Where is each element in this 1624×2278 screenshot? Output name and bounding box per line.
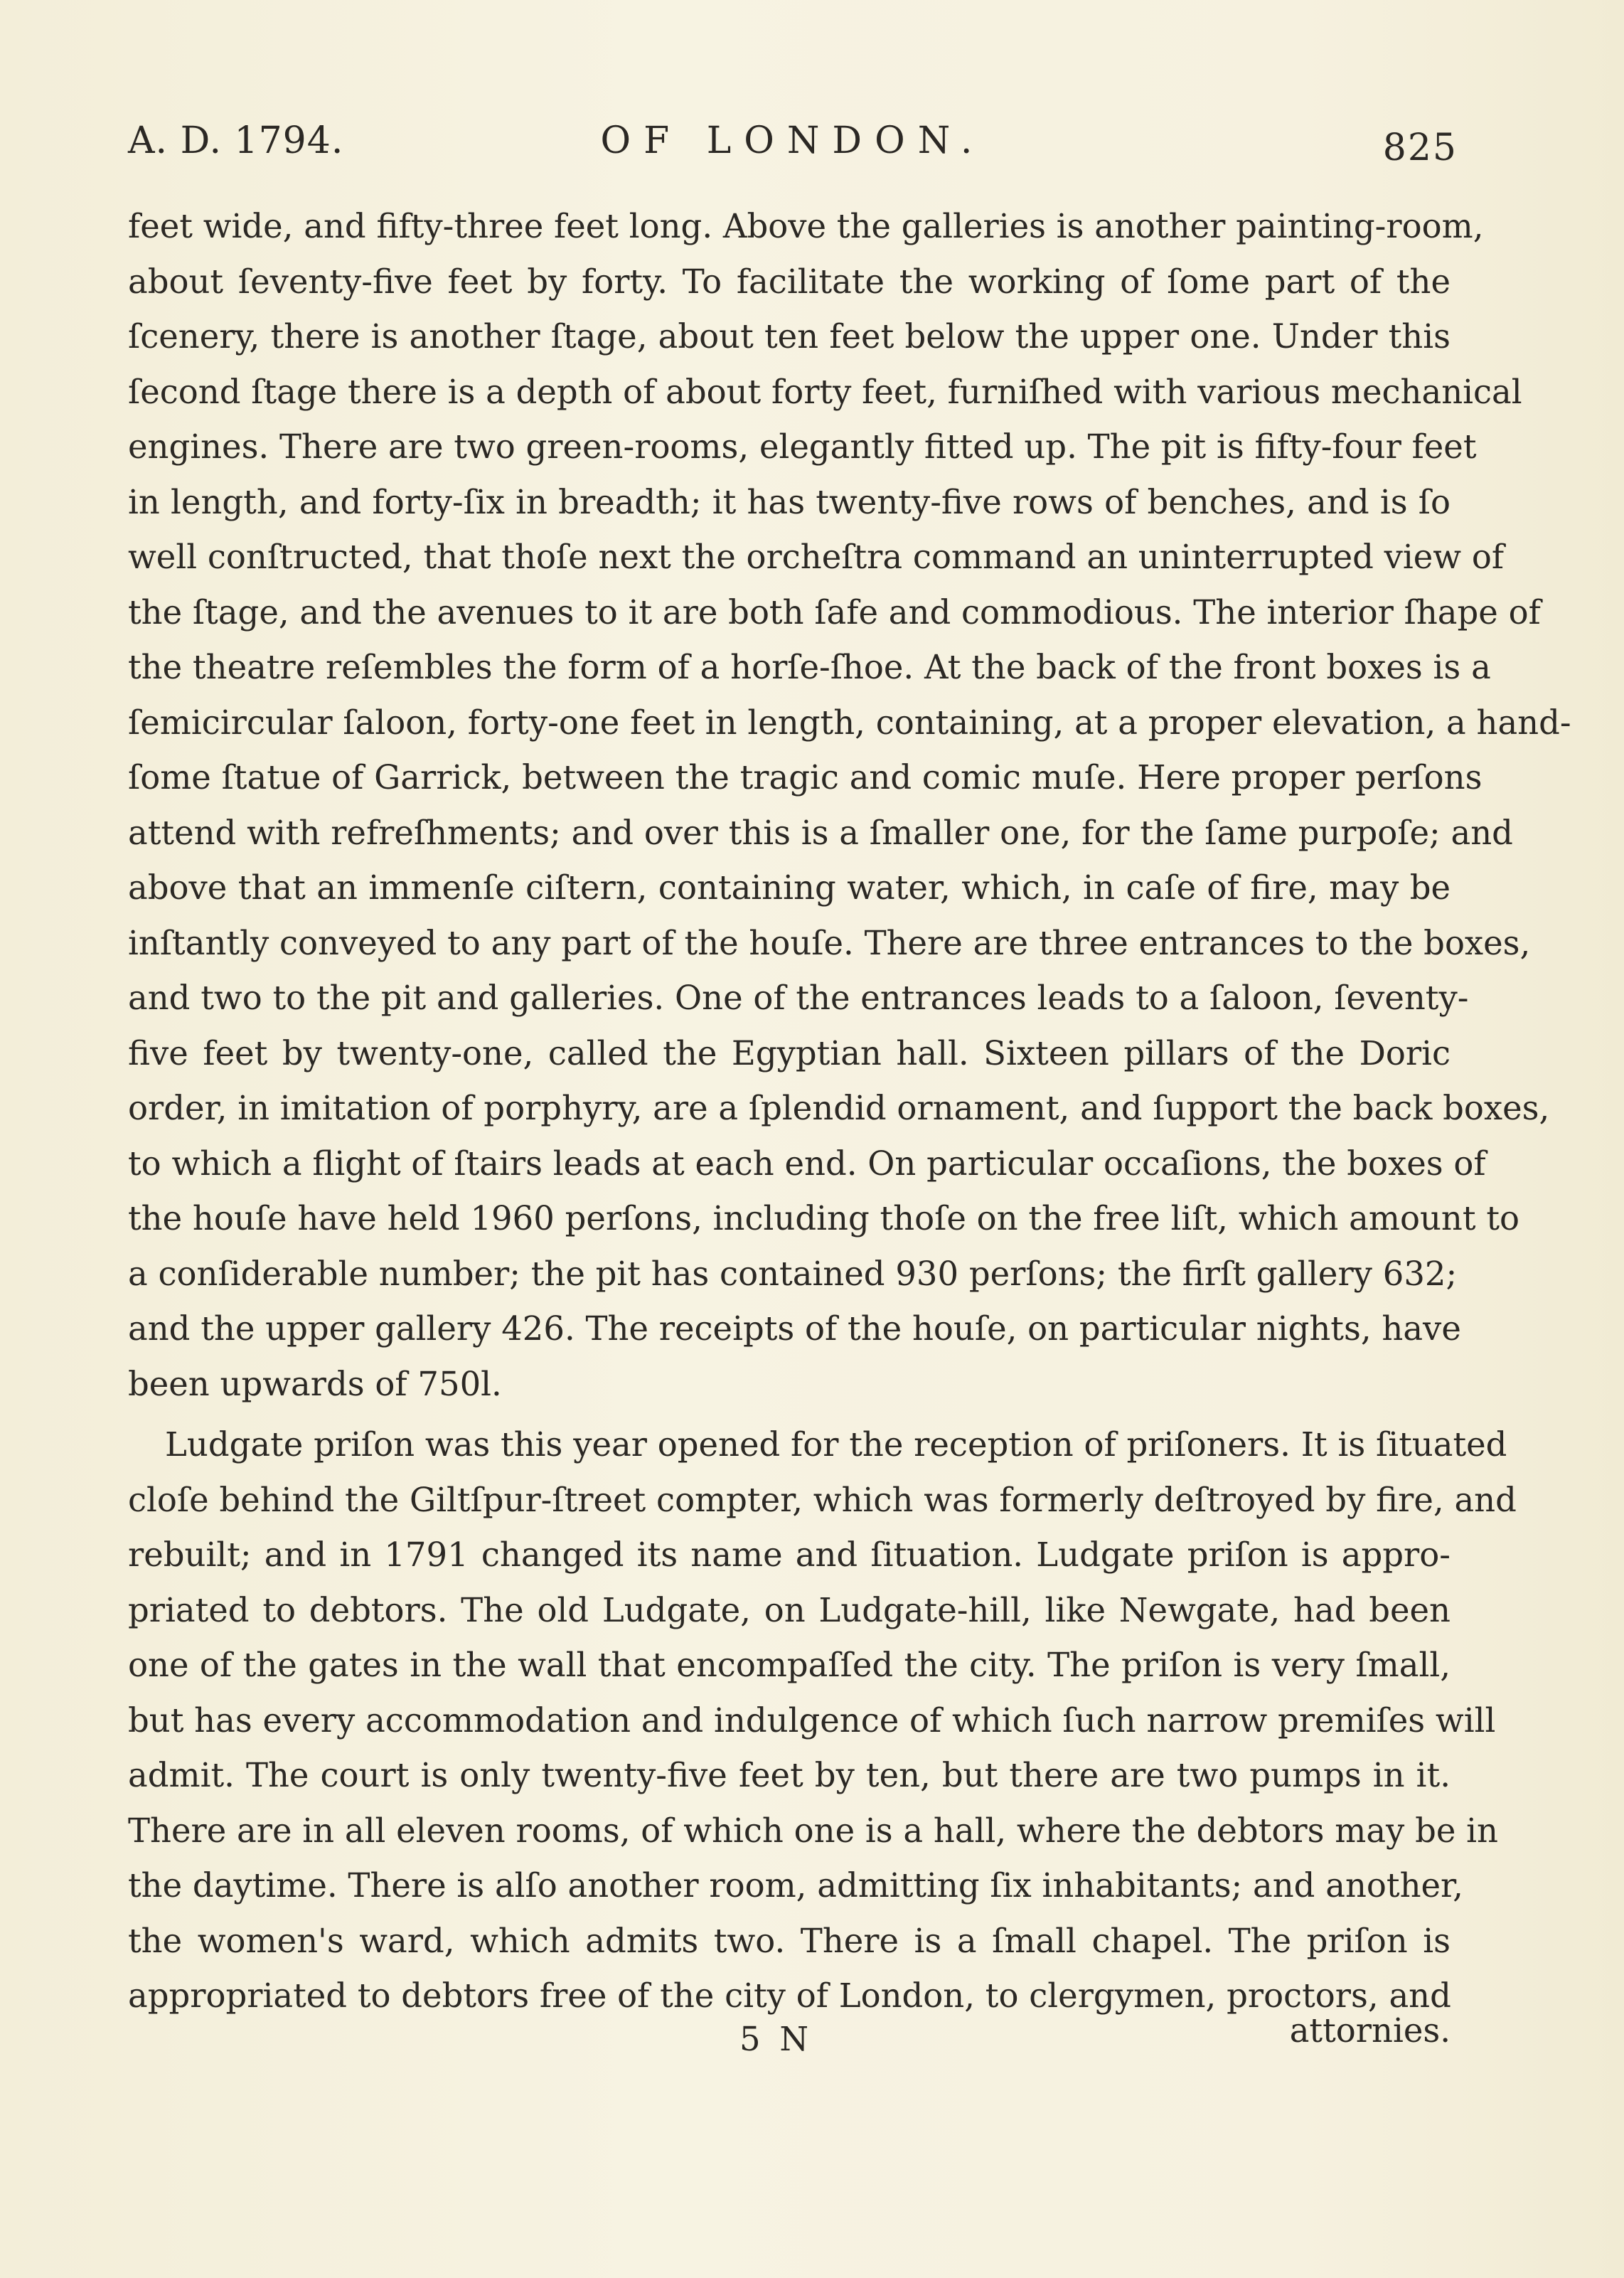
text-line: attend with refreſhments; and over this is a ſmaller one, for the ſame purpoſe; and [128,813,1513,852]
text-line: been upwards of 750l. [128,1364,502,1403]
text-line: to which a flight of ſtairs leads at each end. On particular occaſions, the boxes of [128,1144,1486,1183]
text-line: well conſtructed, that thoſe next the orcheſtra command an uninterrupted view of [128,538,1505,576]
text-line: one of the gates in the wall that encompaſſed the city. The priſon is very ſmall, [128,1646,1451,1684]
text-line: in length, and forty-ſix in breadth; it has twenty-five rows of benches, and is ſo [128,482,1451,521]
text-line: ſemicircular ſaloon, forty-one feet in length, containing, at a proper elevation, a hand- [128,703,1571,742]
text-line: cloſe behind the Giltſpur-ſtreet compter, which was formerly deſtroyed by fire, and [128,1480,1517,1519]
text-line: admit. The court is only twenty-five feet by ten, but there are two pumps in it. [128,1756,1451,1794]
text-line: inſtantly conveyed to any part of the houſe. There are three entrances to the boxes, [128,923,1531,962]
text-line: a conſiderable number; the pit has contained 930 perſons; the firſt gallery 632; [128,1254,1458,1293]
page-number: 825 [1382,127,1458,169]
running-header [128,119,1458,176]
text-line: the ſtage, and the avenues to it are both ſafe and commodious. The interior ſhape of [128,592,1541,632]
paragraph-theatre [128,199,1571,1412]
text-line: and the upper gallery 426. The receipts of the houſe, on particular nights, have [128,1309,1461,1348]
header-title: OF LONDON. [600,119,985,162]
text-line: order, in imitation of porphyry, are a ſplendid ornament, and ſupport the back boxes, [128,1089,1550,1127]
text-line: the theatre reſembles the form of a horſe-ſhoe. At the back of the front boxes is a [128,648,1491,686]
page-footer [128,2011,1451,2084]
text-line: the houſe have held 1960 perſons, including thoſe on the free liſt, which amount to [128,1199,1519,1238]
text-line: and two to the pit and galleries. One of the entrances leads to a ſaloon, ſeventy- [128,979,1469,1017]
text-line: ſcenery, there is another ſtage, about ten feet below the upper one. Under this [128,317,1451,356]
catchword: attornies. [1289,2011,1451,2050]
text-line: engines. There are two green-rooms, elegantly fitted up. The pit is fifty-four feet [128,427,1477,466]
text-line: but has every accommodation and indulgence of which ſuch narrow premiſes will [128,1700,1496,1740]
text-line: appropriated to debtors free of the city of London, to clergymen, proctors, and [128,1976,1451,2015]
text-line: the daytime. There is alſo another room, admitting ſix inhabitants; and another, [128,1866,1463,1905]
text-line: the women's ward, which admits two. There is a ſmall chapel. The priſon is [128,1921,1451,1960]
text-line: Ludgate priſon was this year opened for the reception of priſoners. It is ſituated [165,1425,1507,1464]
text-line: There are in all eleven rooms, of which one is a hall, where the debtors may be in [128,1811,1498,1850]
text-line: five feet by twenty-one, called the Egyptian hall. Sixteen pillars of the Doric [128,1033,1451,1073]
signature-mark: 5 N [739,2020,813,2058]
text-line: ſecond ſtage there is a depth of about forty feet, furniſhed with various mechanical [128,372,1522,411]
text-line: about ſeventy-five feet by forty. To facilitate the working of ſome part of the [128,262,1451,301]
text-line: ſome ſtatue of Garrick, between the tragic and comic muſe. Here proper perſons [128,758,1483,797]
text-line: feet wide, and fifty-three feet long. Above the galleries is another painting-room, [128,207,1484,245]
text-line: above that an immenſe ciſtern, containing water, which, in caſe of fire, may be [128,868,1451,907]
paragraph-ludgate-prison [128,1417,1517,2024]
header-date: A. D. 1794. [128,119,344,162]
text-line: rebuilt; and in 1791 changed its name and ſituation. Ludgate priſon is appro- [128,1535,1451,1574]
text-line: priated to debtors. The old Ludgate, on Ludgate-hill, like Newgate, had been [128,1590,1451,1629]
